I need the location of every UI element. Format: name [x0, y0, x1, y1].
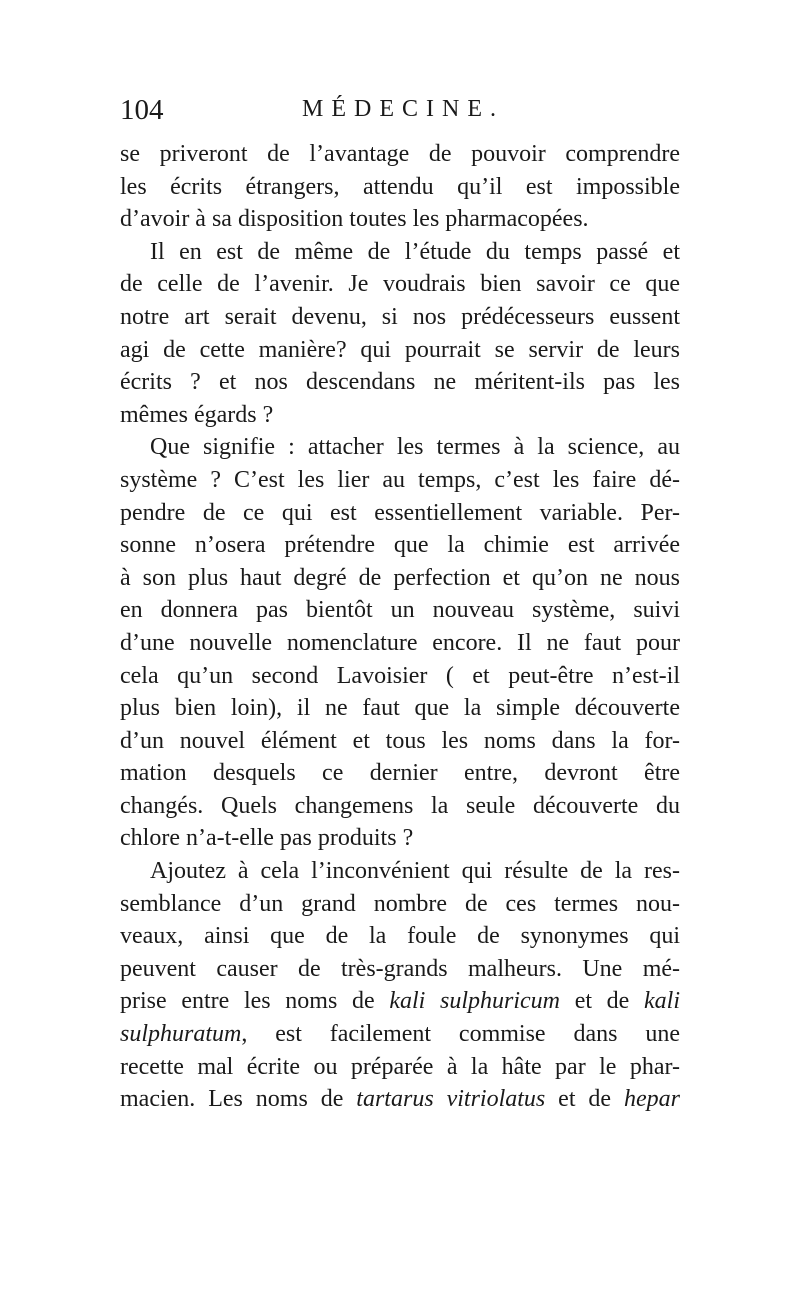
paragraph-start-line: Ajoutez à cela l’inconvénient qui résulte de la res-	[150, 858, 680, 885]
text-line: mêmes égards ?	[120, 401, 274, 428]
text-fragment: , est facilement commise dans une	[241, 1021, 680, 1048]
text-line-with-italics	[120, 985, 680, 1018]
text-line: d’un nouvel élément et tous les noms dans la for-	[120, 727, 680, 754]
text-fragment: et de	[574, 988, 630, 1015]
text-line: les écrits étrangers, attendu qu’il est impossible	[120, 173, 680, 200]
text-line: écrits ? et nos descendans ne méritent-ils pas les	[120, 369, 680, 396]
text-line: d’une nouvelle nomenclature encore. Il ne faut pour	[120, 629, 680, 656]
text-fragment: prise entre les noms de	[120, 988, 375, 1015]
italic-term: tartarus vitriolatus	[356, 1086, 546, 1113]
body-text	[120, 138, 680, 1116]
text-line-with-italics	[120, 1018, 680, 1051]
text-fragment: macien. Les noms de	[120, 1086, 344, 1113]
text-line: à son plus haut degré de perfection et qu’on ne nous	[120, 564, 680, 591]
page-number: 104	[120, 94, 164, 126]
text-line: système ? C’est les lier au temps, c’est les faire dé-	[120, 466, 680, 493]
text-line: plus bien loin), il ne faut que la simple découverte	[120, 695, 680, 722]
text-line: sonne n’osera prétendre que la chimie est arrivée	[120, 532, 680, 559]
text-line: se priveront de l’avantage de pouvoir comprendre	[120, 141, 680, 167]
page-header	[120, 94, 680, 134]
paragraph-start-line: Il en est de même de l’étude du temps passé et	[150, 238, 680, 265]
italic-term: kali	[644, 988, 681, 1015]
text-line: changés. Quels changemens la seule découverte du	[120, 792, 680, 819]
text-line: cela qu’un second Lavoisier ( et peut-être n’est-il	[120, 662, 680, 689]
text-line: recette mal écrite ou préparée à la hâte par le phar-	[120, 1053, 680, 1080]
text-line: de celle de l’avenir. Je voudrais bien savoir ce que	[120, 271, 680, 298]
text-line: agi de cette manière? qui pourrait se servir de leurs	[120, 336, 680, 363]
text-line: chlore n’a-t-elle pas produits ?	[120, 825, 414, 852]
text-line: en donnera pas bientôt un nouveau système, suivi	[120, 597, 680, 624]
italic-term: sulphuratum	[120, 1021, 242, 1048]
paragraph-start-line: Que signifie : attacher les termes à la science, au	[150, 434, 680, 461]
text-line: d’avoir à sa disposition toutes les pharmacopées.	[120, 206, 589, 233]
text-line: peuvent causer de très-grands malheurs. Une mé-	[120, 955, 680, 982]
text-line: veaux, ainsi que de la foule de synonymes qui	[120, 923, 680, 950]
italic-term: kali sulphuricum	[389, 988, 560, 1015]
text-line-with-italics	[120, 1083, 680, 1116]
running-head: MÉDECINE.	[302, 96, 504, 122]
italic-term: hepar	[624, 1086, 680, 1113]
text-fragment: et de	[558, 1086, 612, 1113]
text-line: mation desquels ce dernier entre, devront être	[120, 760, 680, 787]
text-line: semblance d’un grand nombre de ces termes nou-	[120, 890, 680, 917]
text-line: notre art serait devenu, si nos prédécesseurs eussent	[120, 303, 680, 330]
text-line: pendre de ce qui est essentiellement variable. Per-	[120, 499, 680, 526]
